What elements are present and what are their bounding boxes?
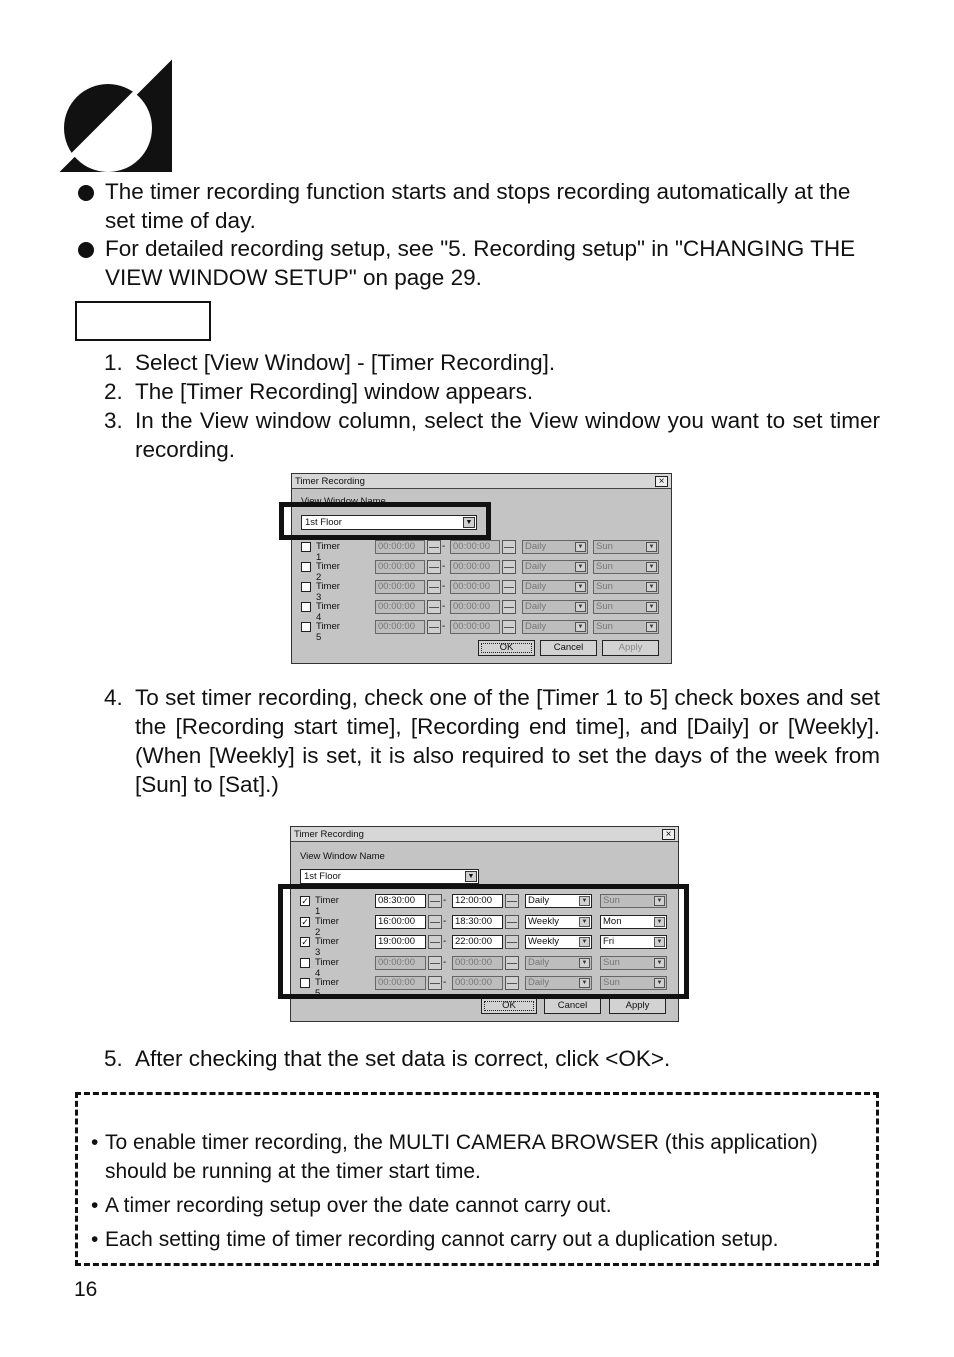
start-time-field[interactable]: 00:00:00: [375, 976, 426, 990]
step-number: 3.: [104, 408, 123, 433]
timer-checkbox[interactable]: [301, 542, 311, 552]
end-time-field[interactable]: 18:30:00: [452, 915, 503, 929]
start-time-spinner[interactable]: [427, 580, 441, 594]
close-icon[interactable]: ×: [655, 476, 668, 487]
note-box: [75, 1092, 879, 1266]
highlight-view-window: [279, 502, 491, 540]
view-window-value: 1st Floor: [304, 871, 341, 882]
steps-list: [104, 348, 880, 464]
step-number: 1.: [104, 350, 123, 375]
intro-bullet-text: The timer recording function starts and stops recording automatically at the set time of day.: [105, 179, 851, 233]
procedure-label-box: [75, 301, 211, 341]
day-value: Mon: [603, 915, 622, 927]
mode-select[interactable]: [522, 560, 588, 574]
day-value: Sun: [596, 601, 613, 612]
chevron-down-icon: ▼: [654, 937, 665, 947]
day-value: Sun: [596, 621, 613, 632]
section-logo-icon: [56, 56, 172, 172]
end-time-field[interactable]: 00:00:00: [450, 620, 500, 634]
chevron-down-icon: ▼: [654, 917, 665, 927]
range-separator: -: [443, 977, 447, 988]
timer-label: Timer 1: [316, 541, 340, 563]
chevron-down-icon: ▼: [579, 958, 590, 968]
end-time-spinner[interactable]: [502, 600, 516, 614]
close-icon[interactable]: ×: [662, 829, 675, 840]
end-time-field[interactable]: 00:00:00: [450, 540, 500, 554]
chevron-down-icon: ▼: [646, 582, 657, 592]
mode-value: Daily: [525, 621, 547, 632]
start-time-field[interactable]: 00:00:00: [375, 560, 425, 574]
mode-value: Daily: [528, 956, 550, 968]
mode-select[interactable]: [522, 620, 588, 634]
end-time-field[interactable]: 12:00:00: [452, 894, 503, 908]
chevron-down-icon: ▼: [575, 622, 586, 632]
mode-value: Weekly: [528, 915, 559, 927]
day-value: Sun: [603, 956, 620, 968]
end-time-field[interactable]: 00:00:00: [450, 560, 500, 574]
chevron-down-icon: ▼: [579, 978, 590, 988]
end-time-spinner[interactable]: [502, 560, 516, 574]
mode-value: Daily: [525, 561, 547, 572]
mode-value: Daily: [525, 601, 547, 612]
note-item: [91, 1128, 881, 1186]
timer-checkbox[interactable]: ✓: [301, 916, 309, 927]
range-separator: -: [442, 621, 446, 632]
start-time-field[interactable]: 08:30:00: [375, 894, 426, 908]
step-item: [104, 1044, 880, 1073]
end-time-spinner[interactable]: [502, 580, 516, 594]
day-value: Sun: [596, 581, 613, 592]
start-time-field[interactable]: 00:00:00: [375, 956, 426, 970]
chevron-down-icon: ▼: [646, 622, 657, 632]
chevron-down-icon: ▼: [646, 542, 657, 552]
step-text: Select [View Window] - [Timer Recording].: [135, 350, 556, 375]
timer-checkbox[interactable]: [301, 562, 311, 572]
intro-bullet-text: For detailed recording setup, see "5. Recording setup" in "CHANGING THE VIEW WINDOW SETUP" on page 29.: [105, 236, 856, 290]
range-separator: -: [442, 581, 446, 592]
step-item: [104, 377, 880, 406]
intro-bullet: [76, 178, 886, 235]
step-item: [104, 406, 880, 464]
step-number: 4.: [104, 685, 123, 710]
start-time-field[interactable]: 00:00:00: [375, 540, 425, 554]
view-window-select[interactable]: [300, 869, 479, 884]
step-text: In the View window column, select the View window you want to set timer recording.: [135, 408, 880, 462]
day-value: Sun: [596, 561, 613, 572]
timer-label: Timer 1: [315, 895, 339, 917]
day-select[interactable]: [593, 540, 659, 554]
start-time-field[interactable]: 19:00:00: [375, 935, 426, 949]
mode-select[interactable]: [522, 600, 588, 614]
step-item: [104, 348, 880, 377]
step-text: After checking that the set data is correct, click <OK>.: [135, 1046, 671, 1071]
day-value: Fri: [603, 936, 615, 947]
note-item: [91, 1225, 881, 1254]
step-item: [104, 683, 880, 799]
dialog-title-bar: [291, 827, 678, 842]
timer-label: Timer 3: [315, 936, 339, 958]
mode-value: Daily: [525, 581, 547, 592]
dialog-title-bar: [292, 474, 671, 489]
note-bullet: •: [91, 1228, 99, 1251]
timer-label: Timer 3: [316, 581, 340, 603]
end-time-field[interactable]: 00:00:00: [452, 956, 503, 970]
mode-value: Weekly: [528, 936, 559, 947]
note-list: [91, 1128, 881, 1254]
start-time-field[interactable]: 16:00:00: [375, 915, 426, 929]
range-separator: -: [442, 541, 446, 552]
bullet-dot-icon: [78, 185, 94, 201]
chevron-down-icon: ▼: [579, 917, 590, 927]
bullet-dot-icon: [78, 242, 94, 258]
end-time-field[interactable]: 00:00:00: [450, 580, 500, 594]
view-window-name-label: View Window Name: [301, 496, 386, 507]
step-text: The [Timer Recording] window appears.: [135, 379, 534, 404]
chevron-down-icon: ▼: [654, 978, 665, 988]
chevron-down-icon: ▼: [465, 871, 477, 882]
mode-value: Daily: [528, 977, 550, 988]
cancel-button[interactable]: Cancel: [544, 998, 601, 1014]
timer-checkbox[interactable]: [301, 622, 311, 632]
timer-checkbox[interactable]: [301, 582, 311, 592]
range-separator: -: [442, 561, 446, 572]
end-time-field[interactable]: 00:00:00: [450, 600, 500, 614]
timer-label: Timer 5: [315, 977, 339, 999]
timer-label: Timer 5: [316, 621, 340, 643]
chevron-down-icon: ▼: [579, 896, 590, 906]
day-select[interactable]: [593, 620, 659, 634]
start-time-spinner[interactable]: [427, 600, 441, 614]
steps-list: [104, 683, 880, 799]
steps-list: [104, 1044, 880, 1073]
chevron-down-icon: ▼: [575, 582, 586, 592]
ok-button[interactable]: OK: [478, 640, 535, 656]
timer-label: Timer 2: [316, 561, 340, 583]
start-time-spinner[interactable]: [427, 540, 441, 554]
note-text: A timer recording setup over the date cannot carry out.: [105, 1194, 612, 1217]
note-text: Each setting time of timer recording cannot carry out a duplication setup.: [105, 1228, 779, 1251]
range-separator: -: [443, 895, 447, 906]
end-time-spinner[interactable]: [502, 540, 516, 554]
note-bullet: •: [91, 1131, 99, 1154]
range-separator: -: [443, 936, 447, 947]
chevron-down-icon: ▼: [654, 958, 665, 968]
highlight-timer-rows: [278, 884, 689, 999]
apply-button[interactable]: Apply: [602, 640, 659, 656]
apply-button[interactable]: Apply: [609, 998, 666, 1014]
chevron-down-icon: ▼: [575, 562, 586, 572]
range-separator: -: [443, 915, 447, 927]
intro-bullets: [76, 178, 886, 292]
timer-label: Timer 4: [316, 601, 340, 623]
page-number: 16: [74, 1278, 98, 1301]
note-item: [91, 1191, 881, 1220]
mode-value: Daily: [528, 895, 550, 906]
start-time-field[interactable]: 00:00:00: [375, 620, 425, 634]
range-separator: -: [443, 956, 447, 968]
step-number: 2.: [104, 379, 123, 404]
timer-label: Timer 2: [315, 915, 339, 938]
chevron-down-icon: ▼: [654, 896, 665, 906]
view-window-value: 1st Floor: [305, 517, 342, 528]
ok-button[interactable]: OK: [481, 998, 537, 1014]
timer-label: Timer 4: [315, 956, 339, 979]
intro-bullet: [76, 235, 886, 292]
timer-checkbox[interactable]: [301, 602, 311, 612]
range-separator: -: [442, 601, 446, 612]
cancel-button[interactable]: Cancel: [540, 640, 597, 656]
day-select[interactable]: [593, 600, 659, 614]
day-select[interactable]: [593, 560, 659, 574]
step-text: To set timer recording, check one of the [Timer 1 to 5] check boxes and set the [Recording start time], [Recording end time], and [Daily] or [Weekly]. (When [Weekly] is set, it is also required to set the days of the week from [Sun] to [Sat].): [135, 685, 880, 797]
mode-value: Daily: [525, 541, 547, 552]
view-window-name-label: View Window Name: [300, 851, 385, 862]
start-time-spinner[interactable]: [427, 560, 441, 574]
step-number: 5.: [104, 1046, 123, 1071]
chevron-down-icon: ▼: [579, 937, 590, 947]
chevron-down-icon: ▼: [575, 602, 586, 612]
dialog-title: Timer Recording: [294, 828, 364, 840]
chevron-down-icon: ▼: [575, 542, 586, 552]
end-time-field[interactable]: 00:00:00: [452, 976, 503, 990]
note-bullet: •: [91, 1194, 99, 1217]
chevron-down-icon: ▼: [646, 562, 657, 572]
chevron-down-icon: ▼: [463, 517, 475, 528]
note-text: To enable timer recording, the MULTI CAMERA BROWSER (this application) should be running at the timer start time.: [105, 1131, 818, 1183]
mode-select[interactable]: [522, 580, 588, 594]
timer-checkbox[interactable]: ✓: [301, 896, 309, 906]
end-time-spinner[interactable]: [502, 620, 516, 634]
end-time-field[interactable]: 22:00:00: [452, 935, 503, 949]
day-value: Sun: [596, 541, 613, 552]
mode-select[interactable]: [522, 540, 588, 554]
start-time-field[interactable]: 00:00:00: [375, 600, 425, 614]
day-select[interactable]: [593, 580, 659, 594]
timer-checkbox[interactable]: ✓: [301, 937, 309, 947]
day-value: Sun: [603, 977, 620, 988]
start-time-spinner[interactable]: [427, 620, 441, 634]
chevron-down-icon: ▼: [646, 602, 657, 612]
day-value: Sun: [603, 895, 620, 906]
start-time-field[interactable]: 00:00:00: [375, 580, 425, 594]
dialog-title: Timer Recording: [295, 475, 365, 487]
